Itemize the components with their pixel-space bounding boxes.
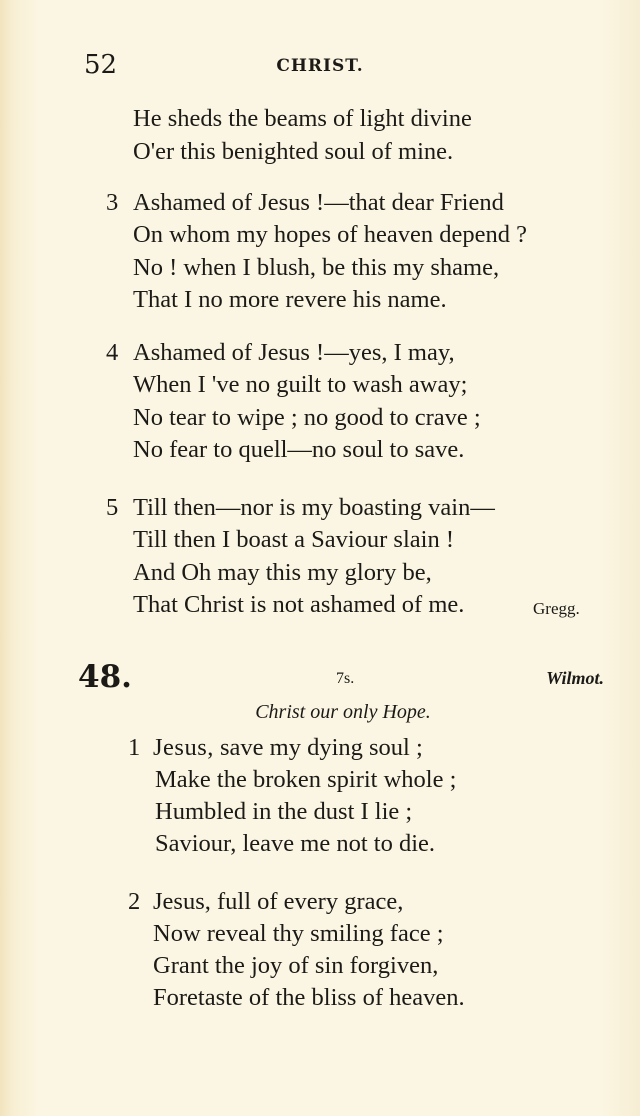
- verse-line: Make the broken spirit whole ;: [155, 766, 457, 793]
- verse-number: 5: [106, 494, 119, 521]
- verse-line: O'er this benighted soul of mine.: [133, 138, 454, 165]
- verse-line: Ashamed of Jesus !—that dear Friend: [133, 189, 504, 216]
- page-number: 52: [84, 50, 118, 80]
- verse-line: That Christ is not ashamed of me.: [133, 591, 465, 618]
- verse-line: Saviour, leave me not to die.: [155, 830, 436, 857]
- tune-name: Wilmot.: [546, 668, 604, 688]
- verse-number: 2: [128, 888, 141, 915]
- verse-line: No ! when I blush, be this my shame,: [133, 254, 500, 281]
- verse-line: Till then I boast a Saviour slain !: [133, 526, 454, 553]
- verse-number: 3: [106, 189, 119, 216]
- verse-line: No tear to wipe ; no good to crave ;: [133, 404, 481, 431]
- verse-line: Humbled in the dust I lie ;: [155, 798, 413, 825]
- verse-first-line-rest: save my dying soul ;: [213, 734, 423, 761]
- verse-line: He sheds the beams of light divine: [133, 105, 472, 132]
- verse-line: No fear to quell—no soul to save.: [133, 436, 465, 463]
- running-title: CHRIST.: [276, 56, 364, 76]
- verse-line: Grant the joy of sin forgiven,: [153, 952, 439, 979]
- verse-line: Now reveal thy smiling face ;: [153, 920, 444, 947]
- author-attribution: Gregg.: [533, 599, 580, 618]
- hymn-title: Christ our only Hope.: [255, 701, 431, 723]
- verse-number: 1: [128, 734, 141, 761]
- verse-line: Jesus, full of every grace,: [153, 888, 404, 915]
- verse-line: Foretaste of the bliss of heaven.: [153, 984, 465, 1011]
- verse-first-word: Jesus,: [153, 734, 214, 761]
- verse-line: Till then—nor is my boasting vain—: [133, 494, 495, 521]
- verse-line: And Oh may this my glory be,: [133, 559, 432, 586]
- verse-line: On whom my hopes of heaven depend ?: [133, 221, 527, 248]
- hymn-meter: 7s.: [336, 670, 355, 687]
- verse-line: That I no more revere his name.: [133, 286, 447, 313]
- page-header: [0, 50, 640, 84]
- verse-line: Ashamed of Jesus !—yes, I may,: [133, 339, 455, 366]
- verse-number: 4: [106, 339, 119, 366]
- verse-line: When I 've no guilt to wash away;: [133, 371, 468, 398]
- hymn-number: 48.: [78, 659, 132, 695]
- verse-line: [153, 733, 423, 763]
